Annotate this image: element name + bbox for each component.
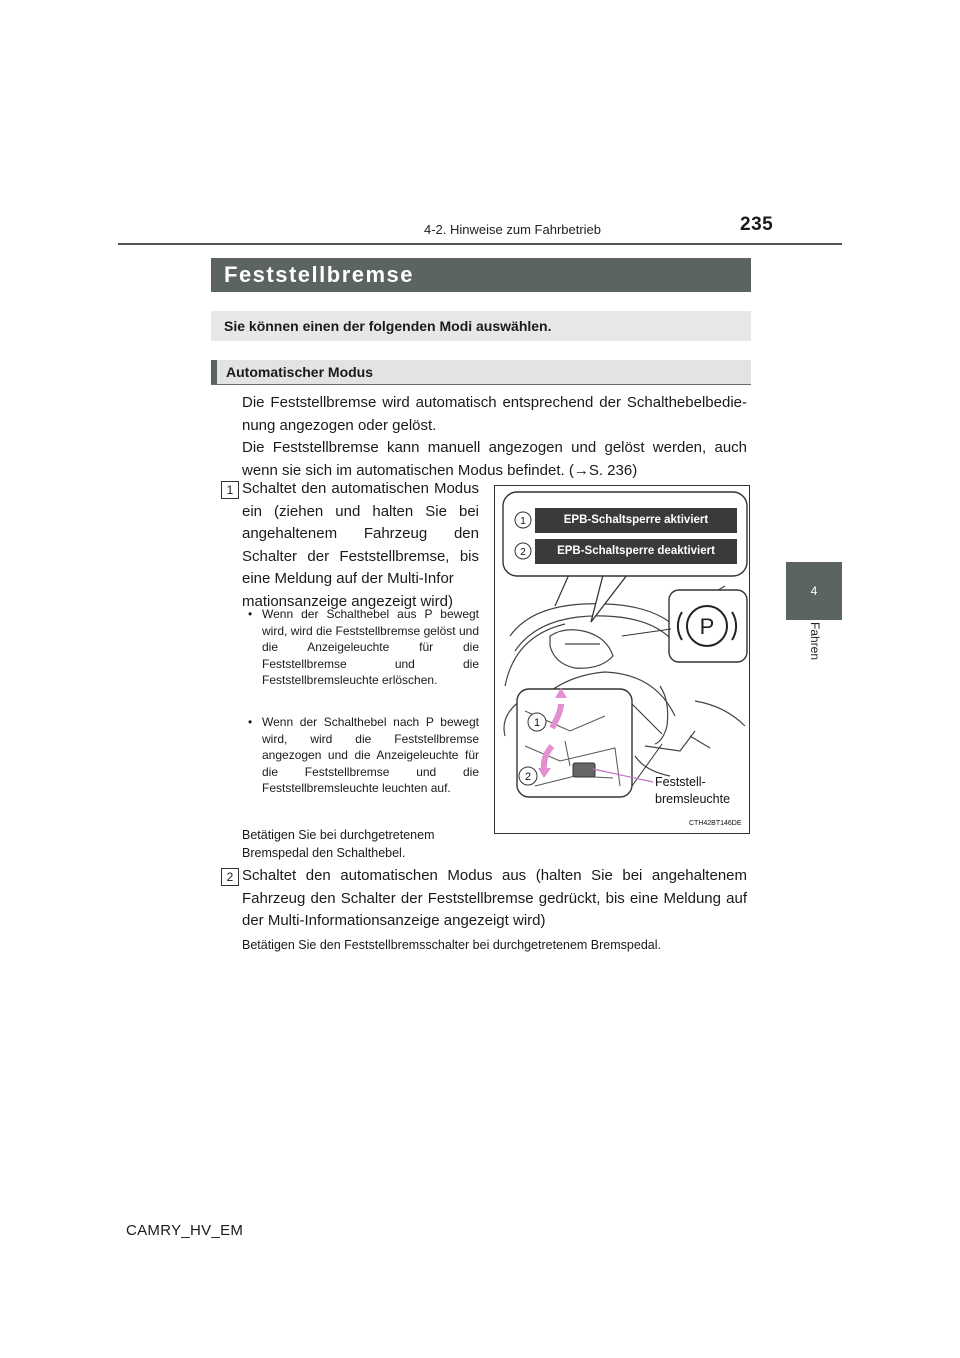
message-epb-locked: EPB-Schaltsperre aktiviert xyxy=(535,508,737,533)
description xyxy=(242,392,747,482)
bullet-list xyxy=(246,714,479,797)
list-item: • Wenn der Schalthebel aus P bewegt wird, wird die Feststellbremse gelöst und die Anzeigeleuchte für die Feststellbremse und die Feststellbremsleuchte erlöschen. xyxy=(246,606,479,689)
step-1-main: Schaltet den automatischen Modus ein (ziehen und halten Sie bei angehaltenem Fahrzeug den Schalter der Feststellbremse, bis eine Meldung auf der Multi-Infor xyxy=(242,480,479,587)
figure-callout-2: 2 xyxy=(524,771,532,783)
lamp-label-line: Feststell- xyxy=(655,775,706,789)
page-number: 235 xyxy=(740,214,774,235)
message-1-number: 1 xyxy=(520,516,526,527)
list-item: • Wenn der Schalthebel nach P bewegt wird, wird die Feststellbremse angezogen und die Anzeigeleuchte für die Feststellbremse und die Feststellbremsleuchte leuchten auf. xyxy=(246,714,479,797)
subheading-accent xyxy=(211,360,217,384)
bullet-list xyxy=(246,606,479,689)
chapter-tab[interactable] xyxy=(786,562,842,620)
figure-callout-1: 1 xyxy=(533,717,541,729)
subheading-bar xyxy=(211,360,751,385)
chapter-label-text: Fahren xyxy=(808,622,822,661)
note-main: Betätigen Sie bei durchgetretenem xyxy=(242,828,435,842)
paragraph: Die Feststellbremse wird automatisch entsprechend der Schalthebelbedienung angezogen oder gelöst. xyxy=(242,394,747,434)
illustration xyxy=(494,485,750,834)
step-1-last-line: mationsanzeige angezeigt wird) xyxy=(242,592,453,610)
note-last-line: Bremspedal den Schalthebel. xyxy=(242,846,406,860)
lamp-label xyxy=(655,774,730,808)
chapter-number: 4 xyxy=(810,584,818,598)
header-rule xyxy=(118,243,842,245)
step-1-note xyxy=(242,826,479,862)
model-code: CAMRY_HV_EM xyxy=(126,1222,244,1239)
chapter-label xyxy=(800,622,830,670)
step-1-text xyxy=(242,478,479,613)
section-reference: 4-2. Hinweise zum Fahrbetrieb xyxy=(424,222,602,237)
message-epb-unlocked: EPB-Schaltsperre deaktiviert xyxy=(535,539,737,564)
step-2-note: Betätigen Sie den Feststellbremsschalter bei durchgetretenem Bremspedal. xyxy=(242,938,661,952)
step-2-text: Schaltet den automatischen Modus aus (halten Sie bei angehaltenem Fahrzeug den Schalter der Feststellbremse gedrückt, bis eine Meldung auf der Multi-Informationsanzeige angezeigt wird) xyxy=(242,867,747,929)
intro-box xyxy=(211,311,751,341)
lamp-label-line: bremsleuchte xyxy=(655,792,731,806)
page-title: Feststellbremse xyxy=(224,262,415,287)
figure-code: CTH42BT146DE xyxy=(689,820,742,827)
message-2-number: 2 xyxy=(520,547,526,558)
subheading-text: Automatischer Modus xyxy=(226,364,374,380)
step-number: 2 xyxy=(221,868,239,886)
parking-brake-icon: P xyxy=(699,614,715,639)
paragraph: Die Feststellbremse kann manuell angezogen und gelöst werden, auch wenn sie sich im automatischen Modus befindet. (→S. 236) xyxy=(242,439,747,479)
section-title-bar xyxy=(211,258,751,292)
intro-text: Sie können einen der folgenden Modi auswählen. xyxy=(224,318,552,334)
step-number: 1 xyxy=(221,481,239,499)
